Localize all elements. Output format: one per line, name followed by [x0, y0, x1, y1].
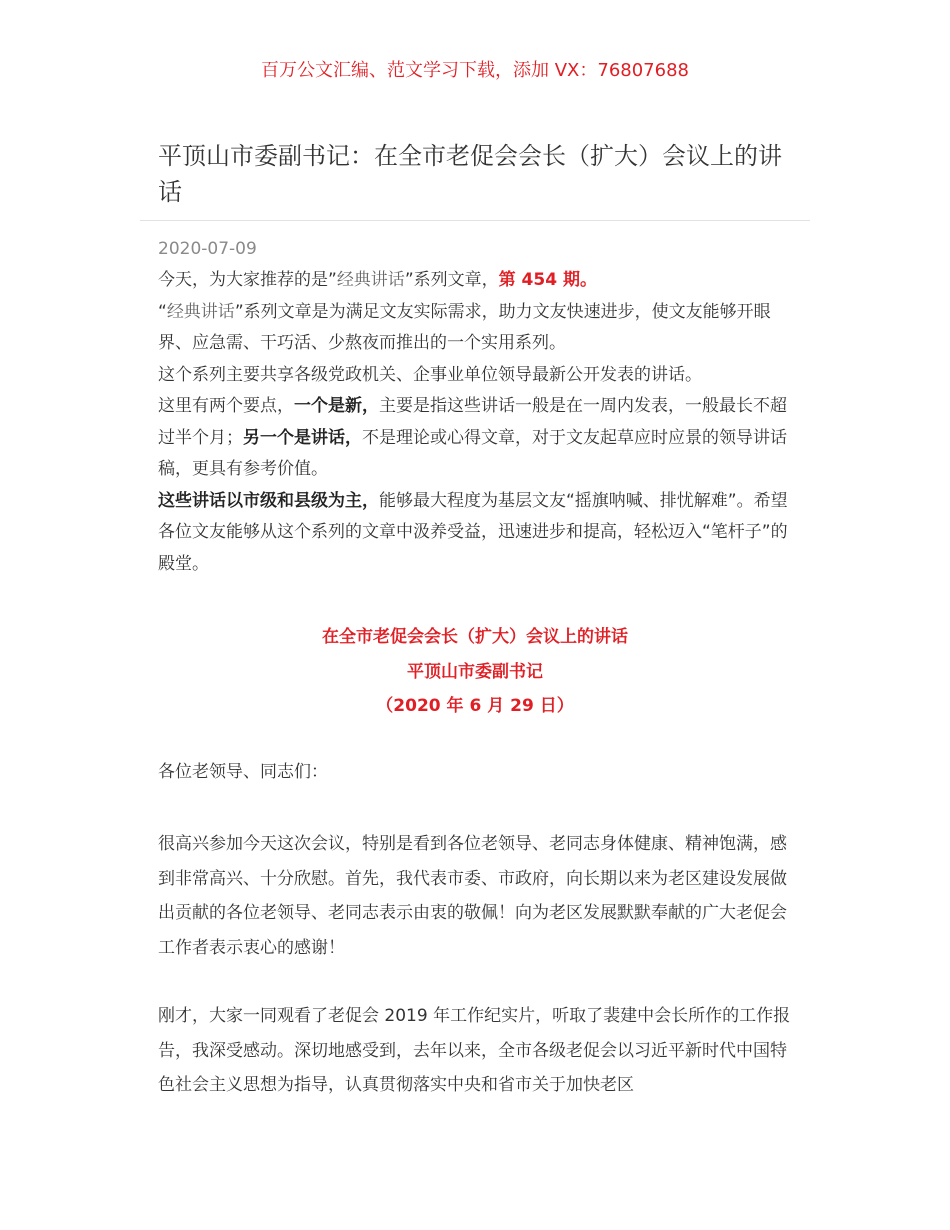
speech-paragraph-text: 刚才，大家一同观看了老促会 2019 年工作纪实片，听取了裴建中会长所作的工作报告，我深受感动。深切地感受到，去年以来，全市各级老促会以习近平新时代中国特色社会主义思想为指导，认真贯彻落实中央和省市关于加快老区 — [158, 1006, 791, 1095]
intro-text: 不是理论或心得文章，对于文友起草应时应景的领导讲话稿，更具有参考价值。 — [158, 427, 787, 479]
speech-paragraph-2 — [158, 999, 794, 1103]
speech-date: （2020 年 6 月 29 日） — [376, 696, 574, 716]
publish-date: 2020-07-09 — [158, 239, 257, 259]
speech-greeting: 各位老领导、同志们： — [158, 762, 328, 782]
intro-text: 今天，为大家推荐的是” — [158, 270, 337, 290]
intro-text: 这里有两个要点， — [158, 396, 294, 416]
intro-paragraph-3: 这个系列主要共享各级党政机关、企事业单位领导最新公开发表的讲话。 — [158, 364, 702, 385]
key-point-2: 另一个是讲话， — [243, 427, 362, 448]
key-point-1: 一个是新， — [294, 396, 379, 416]
key-point-3: 这些讲话以市级和县级为主， — [158, 490, 379, 511]
intro-section — [158, 265, 794, 580]
speech-paragraph-1 — [158, 827, 794, 965]
speech-speaker: 平顶山市委副书记 — [407, 661, 543, 682]
intro-paragraph-1 — [158, 265, 794, 297]
promo-banner: 百万公文汇编、范文学习下载，添加 VX：76807688 — [261, 60, 689, 81]
intro-text: ”系列文章是为满足文友实际需求，助力文友快速进步，使文友能够开眼界、应急需、干巧活、少熬夜而推出的一个实用系列。 — [158, 301, 771, 353]
intro-paragraph-4 — [158, 391, 794, 486]
issue-number: 第 454 期。 — [498, 270, 597, 290]
intro-paragraph-2 — [158, 297, 794, 360]
intro-text: 主要是指这些讲话一般是在一周内发表，一般最长不超过半个月； — [158, 396, 787, 448]
speech-paragraph-text: 很高兴参加今天这次会议，特别是看到各位老领导、老同志身体健康、精神饱满，感到非常高兴、十分欣慰。首先，我代表市委、市政府，向长期以来为老区建设发展做出贡献的各位老领导、老同志表示由衷的敬佩！向为老区发展默默奉献的广大老促会工作者表示衷心的感谢！ — [158, 834, 787, 958]
title-divider — [140, 220, 810, 221]
series-name: 经典讲话 — [166, 301, 235, 322]
article-title: 平顶山市委副书记：在全市老促会会长（扩大）会议上的讲话 — [158, 142, 782, 206]
series-name: 经典讲话 — [336, 270, 405, 290]
intro-paragraph-5 — [158, 486, 794, 581]
intro-text: ”系列文章， — [404, 270, 499, 290]
intro-text: 能够最大程度为基层文友“摇旗呐喊、排忧解难”。希望各位文友能够从这个系列的文章中汲养受益，迅速进步和提高，轻松迈入“笔杆子”的殿堂。 — [158, 490, 788, 574]
speech-header — [0, 620, 950, 724]
quote-mark: “ — [158, 301, 167, 322]
speech-heading: 在全市老促会会长（扩大）会议上的讲话 — [322, 627, 628, 647]
